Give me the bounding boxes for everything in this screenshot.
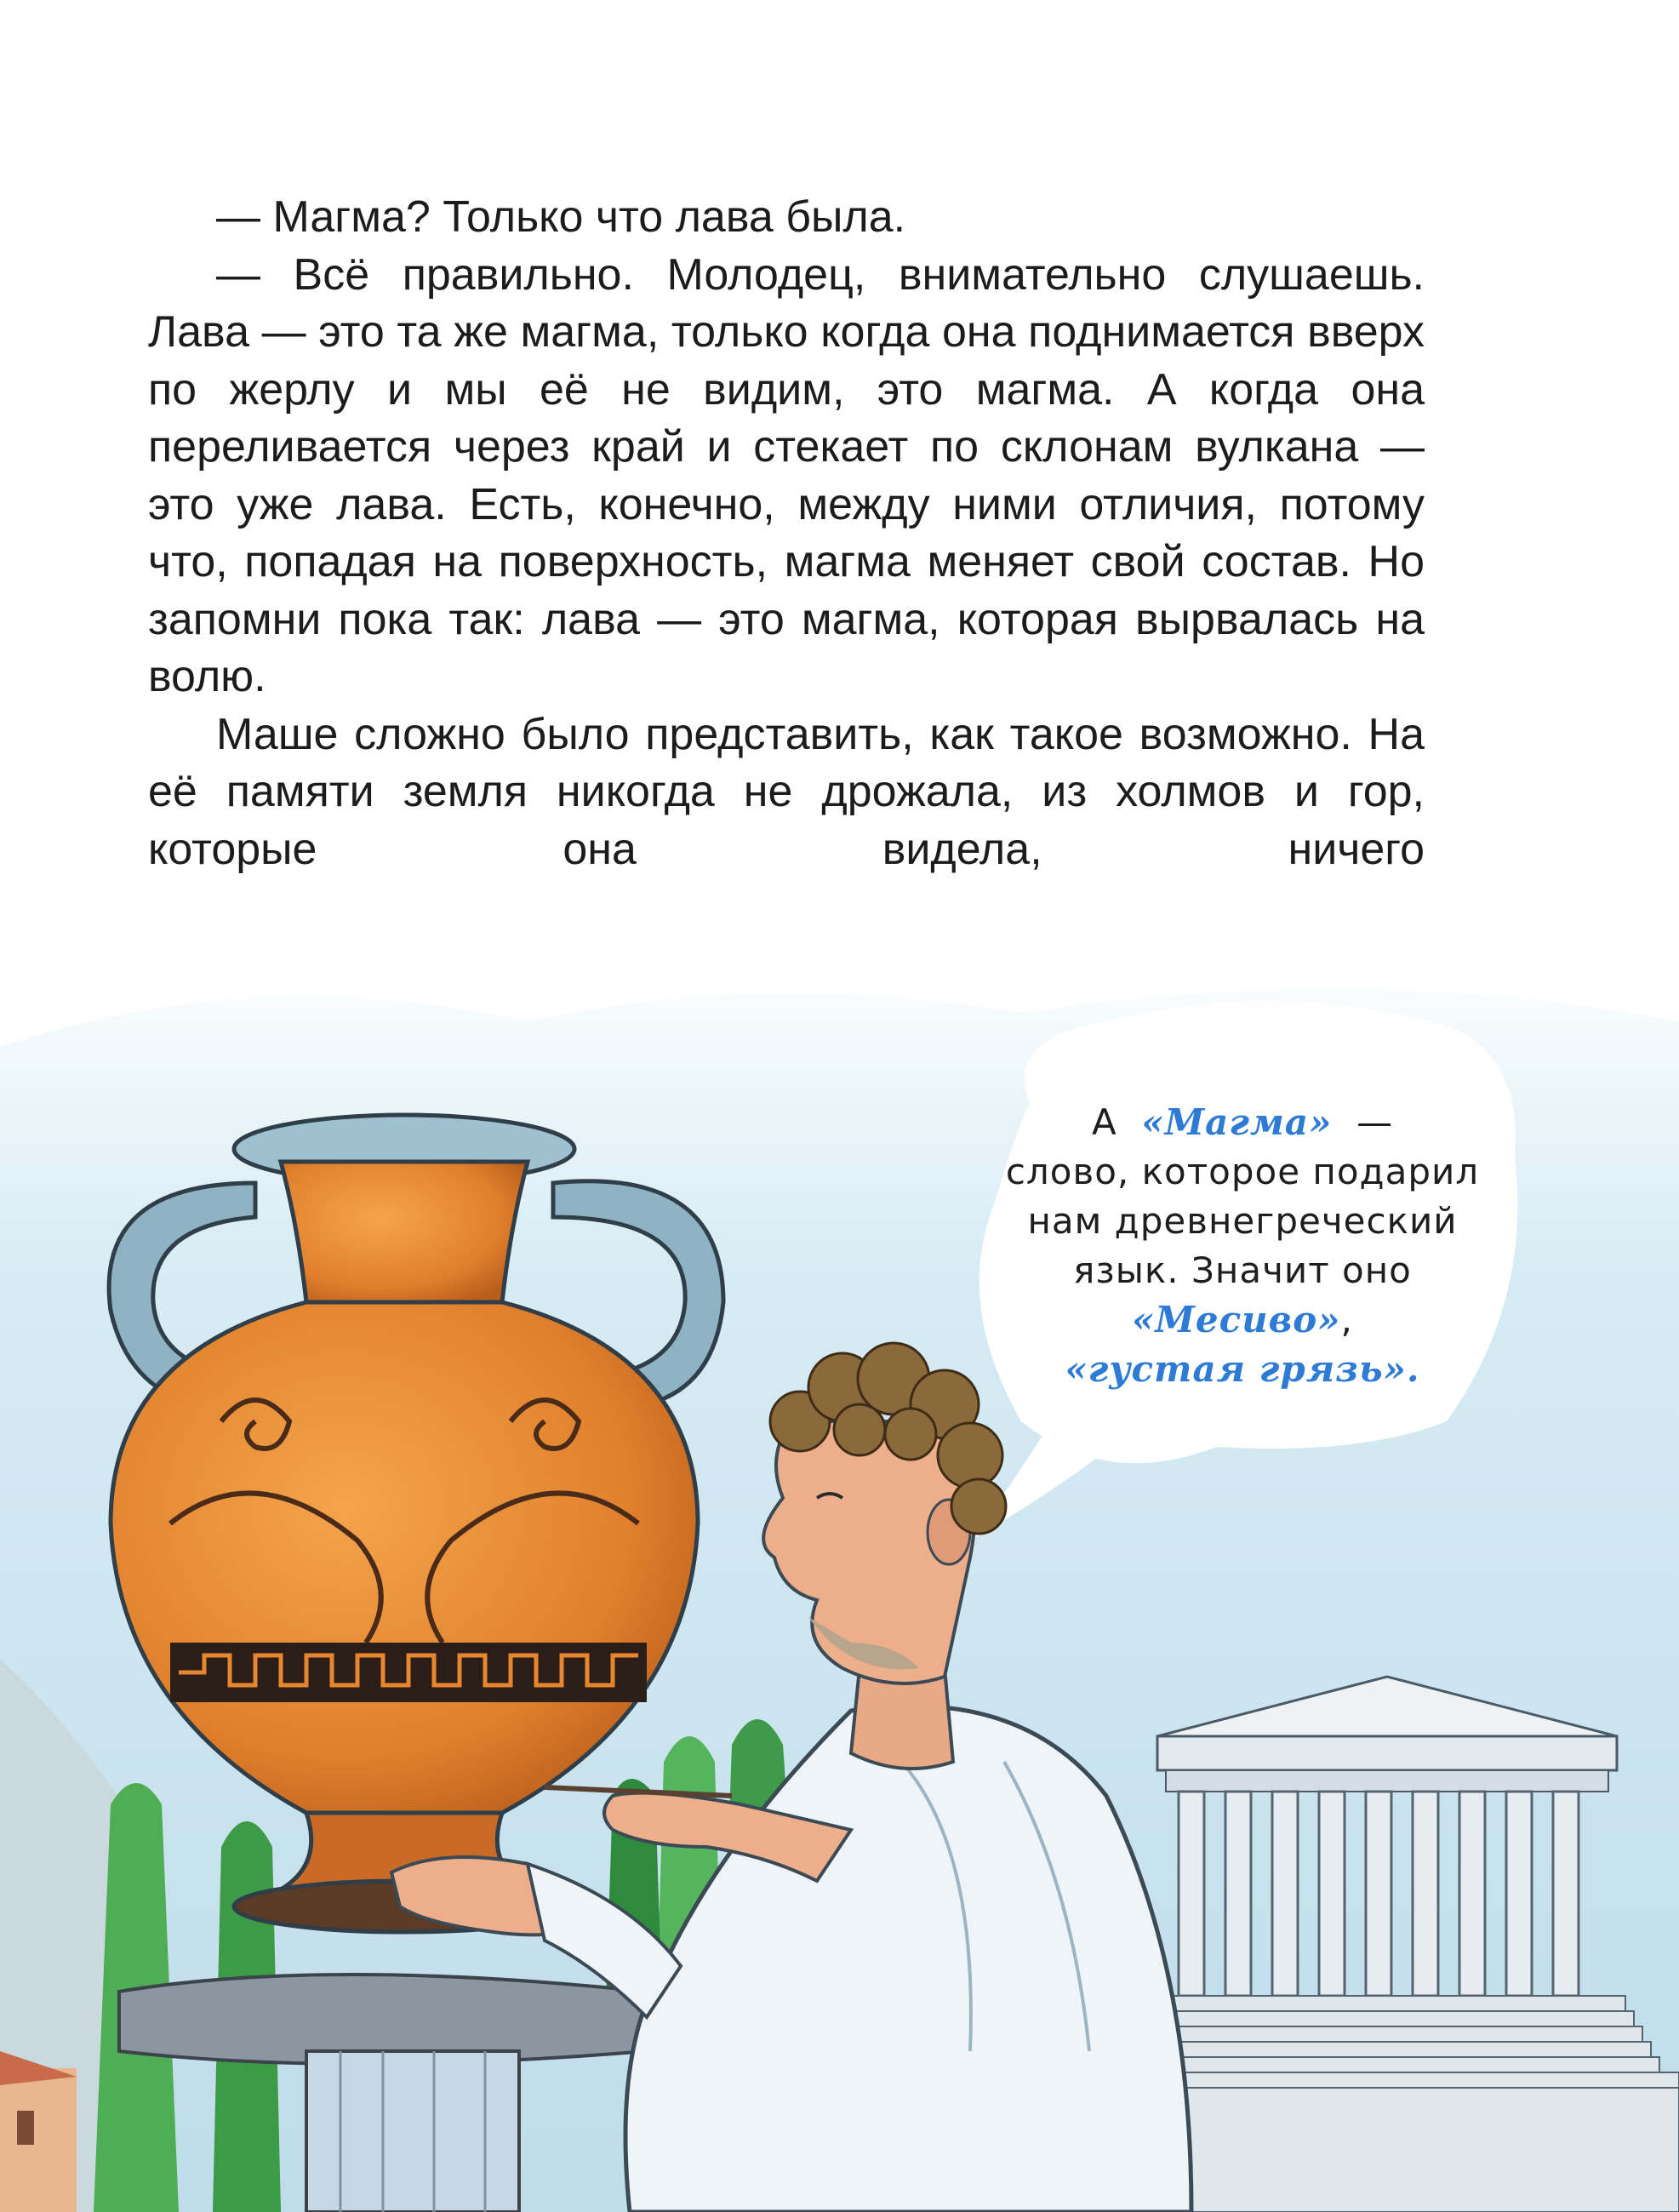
bubble-dash: — [1356,1101,1394,1143]
story-paragraph-1: — Магма? Только что лава была. [216,192,906,242]
bubble-highlight-mesivo: «Месиво» [1132,1299,1341,1340]
story-paragraph-2: — Всё правильно. Молодец, внимательно слушаешь. Лава — это та же магма, только когда она поднимается вверх по жерлу и мы её не видим, это магма. А когда она переливается через край и стекает по склонам вулкана — это уже лава. Есть, конечно, между ними отличия, потому что, попадая на поверхность, магма меняет свой состав. Но запомни пока так: лава — это магма, которая вырвалась на волю. [148,249,1425,701]
bubble-line-3: нам древнегреческий [1027,1200,1458,1242]
bubble-comma: , [1340,1299,1353,1340]
speech-bubble-text [987,1098,1498,1394]
bubble-line-2: слово, которое подарил [1005,1151,1480,1192]
bubble-period: . [1406,1348,1420,1390]
bubble-line-1 [987,1098,1498,1147]
bubble-line-5 [987,1295,1498,1345]
bubble-word: А [1091,1101,1117,1143]
bubble-highlight-gryaz: «густая грязь» [1065,1348,1407,1390]
bubble-line-4: язык. Значит оно [1073,1249,1412,1291]
story-paragraph-3: Маше сложно было представить, как такое возможно. На её памяти земля никогда не дрожала, из холмов и гор, которые она видела, ничего [148,709,1425,874]
bubble-line-6 [987,1345,1498,1394]
bubble-highlight-magma: «Магма» [1141,1101,1333,1143]
house-left [0,2051,77,2212]
story-text [148,189,1425,878]
